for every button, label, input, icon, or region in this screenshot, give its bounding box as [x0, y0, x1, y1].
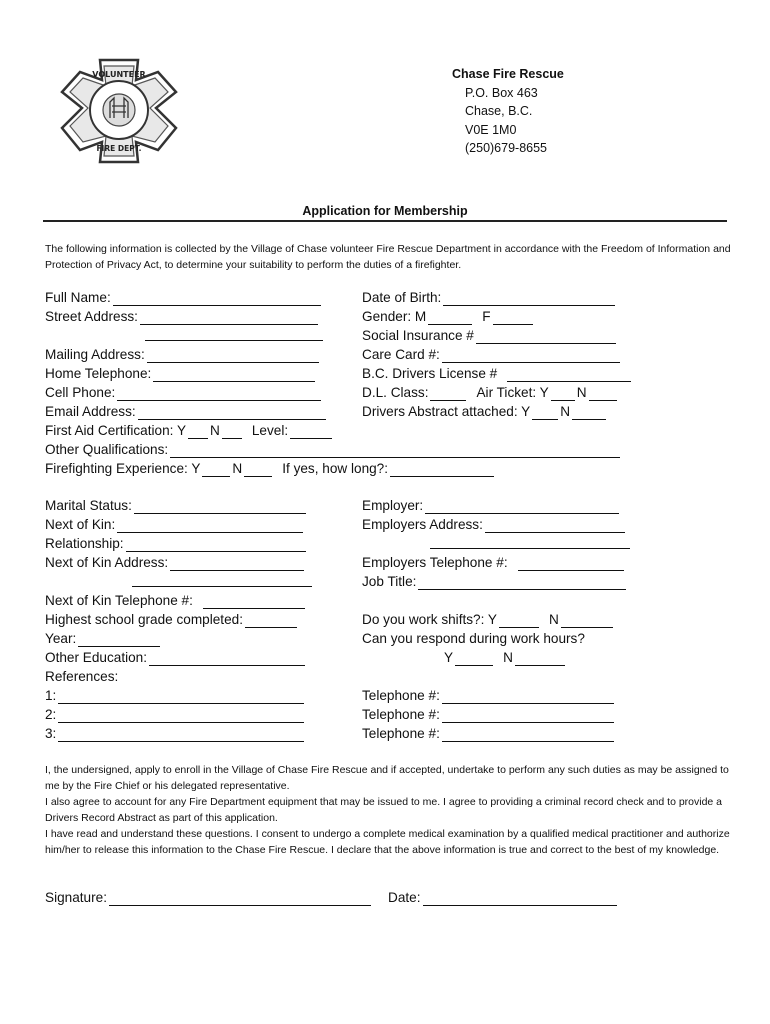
address-line: V0E 1M0	[465, 122, 517, 137]
care-card-label: Care Card #:	[362, 347, 440, 362]
respond-row	[362, 630, 585, 647]
gender-f-field[interactable]	[493, 311, 533, 325]
highest-school-label: Highest school grade completed:	[45, 612, 243, 627]
highest-school-row	[45, 611, 299, 628]
sin-field[interactable]	[476, 330, 616, 344]
dob-label: Date of Birth:	[362, 290, 442, 305]
drivers-abstract-label: Drivers Abstract attached: Y	[362, 404, 531, 419]
ref-telephone-2-field[interactable]	[442, 709, 614, 723]
firefighting-no-field[interactable]	[244, 463, 272, 477]
other-education-row	[45, 649, 307, 666]
respond-answer-row	[444, 649, 567, 666]
other-qualifications-row	[45, 441, 622, 458]
care-card-row	[362, 346, 622, 363]
gender-row	[362, 308, 535, 325]
nok-telephone-row	[45, 592, 307, 609]
relationship-row	[45, 535, 308, 552]
cell-phone-label: Cell Phone:	[45, 385, 116, 400]
sin-label: Social Insurance #	[362, 328, 474, 343]
nok-address-row	[45, 554, 306, 571]
work-shifts-row	[362, 611, 615, 628]
ref-telephone-label: Telephone #:	[362, 688, 440, 703]
other-education-label: Other Education:	[45, 650, 148, 665]
street-address-label: Street Address:	[45, 309, 138, 324]
date-label: Date:	[388, 890, 421, 905]
work-shifts-n-label: N	[549, 612, 559, 627]
home-telephone-field[interactable]	[153, 368, 315, 382]
page-title: Application for Membership	[302, 204, 468, 218]
respond-label: Can you respond during work hours?	[362, 631, 585, 646]
drivers-abstract-row	[362, 403, 608, 420]
firefighting-experience-label: Firefighting Experience: Y	[45, 461, 201, 476]
full-name-row	[45, 289, 323, 306]
air-ticket-yes-field[interactable]	[551, 387, 575, 401]
ref-telephone-row	[362, 706, 616, 723]
reference-2-field[interactable]	[58, 709, 304, 723]
first-aid-row	[45, 422, 334, 439]
how-long-label: If yes, how long?:	[282, 461, 389, 476]
ref-telephone-3-field[interactable]	[442, 728, 614, 742]
highest-school-field[interactable]	[245, 614, 297, 628]
level-label: Level:	[251, 423, 289, 438]
nok-telephone-label: Next of Kin Telephone #:	[45, 593, 193, 608]
org-name: Chase Fire Rescue	[452, 67, 564, 81]
intro-paragraph: The following information is collected by the Village of Chase volunteer Fire Rescue Department in accordance with the Freedom of Information and Protection of Privacy Act, to determine your suitability to perform the duties of a firefighter.	[45, 243, 731, 271]
other-qualifications-field[interactable]	[170, 444, 620, 458]
reference-row	[45, 706, 306, 723]
ref-telephone-label: Telephone #:	[362, 707, 440, 722]
next-of-kin-field[interactable]	[117, 519, 303, 533]
respond-no-field[interactable]	[515, 652, 565, 666]
reference-number: 1:	[45, 688, 57, 703]
reference-row	[45, 725, 306, 742]
mailing-address-field[interactable]	[147, 349, 319, 363]
ref-telephone-row	[362, 687, 616, 704]
employers-address-label: Employers Address:	[362, 517, 483, 532]
reference-1-field[interactable]	[58, 690, 304, 704]
reference-row	[45, 687, 306, 704]
first-aid-no-field[interactable]	[222, 425, 242, 439]
respond-n-label: N	[503, 650, 513, 665]
drivers-license-label: B.C. Drivers License #	[362, 366, 498, 381]
nok-address-label: Next of Kin Address:	[45, 555, 169, 570]
date-row	[388, 889, 619, 906]
nok-telephone-field[interactable]	[203, 595, 305, 609]
year-label: Year:	[45, 631, 77, 646]
next-of-kin-row	[45, 516, 305, 533]
street-address-row	[45, 308, 320, 325]
first-aid-yes-field[interactable]	[188, 425, 208, 439]
air-ticket-no-field[interactable]	[589, 387, 617, 401]
dl-class-row	[362, 384, 619, 401]
ref-telephone-row	[362, 725, 616, 742]
home-telephone-row	[45, 365, 317, 382]
work-shifts-label: Do you work shifts?: Y	[362, 612, 497, 627]
next-of-kin-label: Next of Kin:	[45, 517, 116, 532]
first-aid-n-label: N	[210, 423, 220, 438]
drivers-license-field[interactable]	[507, 368, 631, 382]
reference-number: 3:	[45, 726, 57, 741]
mailing-address-label: Mailing Address:	[45, 347, 145, 362]
job-title-row	[362, 573, 628, 590]
employers-telephone-row	[362, 554, 626, 571]
firefighting-yes-field[interactable]	[202, 463, 230, 477]
year-field[interactable]	[78, 633, 160, 647]
full-name-label: Full Name:	[45, 290, 111, 305]
address-line: Chase, B.C.	[465, 104, 533, 118]
work-shifts-yes-field[interactable]	[499, 614, 539, 628]
declaration-paragraph: I, the undersigned, apply to enroll in the Village of Chase Fire Rescue and if accepted, undertake to perform any such duties as may be assigned to me by the Fire Chief or his delegated representative.	[45, 764, 729, 792]
drivers-abstract-n-label: N	[560, 404, 571, 419]
declaration	[45, 762, 735, 858]
level-field[interactable]	[290, 425, 332, 439]
first-aid-label: First Aid Certification: Y	[45, 423, 187, 438]
employers-telephone-field[interactable]	[518, 557, 624, 571]
dob-row	[362, 289, 617, 306]
signature-row	[45, 889, 373, 906]
employer-row	[362, 497, 621, 514]
cell-phone-field[interactable]	[117, 387, 321, 401]
street-address-line2-row	[143, 327, 325, 341]
marital-status-label: Marital Status:	[45, 498, 132, 513]
address-line: (250)679-8655	[465, 141, 548, 155]
gender-m-field[interactable]	[428, 311, 472, 325]
air-ticket-label: Air Ticket: Y	[476, 385, 549, 400]
marital-status-row	[45, 497, 308, 514]
job-title-field[interactable]	[418, 576, 626, 590]
street-address-field[interactable]	[140, 311, 318, 325]
nok-address-field[interactable]	[170, 557, 304, 571]
how-long-field[interactable]	[390, 463, 494, 477]
relationship-field[interactable]	[126, 538, 306, 552]
email-field[interactable]	[138, 406, 326, 420]
employers-address-row	[362, 516, 627, 533]
dl-class-field[interactable]	[430, 387, 466, 401]
declaration-paragraph: I also agree to account for any Fire Department equipment that may be issued to me. I agree to providing a criminal record check and to provide a Drivers Record Abstract as part of this application.	[45, 796, 723, 824]
email-label: Email Address:	[45, 404, 136, 419]
mailing-address-row	[45, 346, 321, 363]
address-line: P.O. Box 463	[465, 85, 538, 100]
home-telephone-label: Home Telephone:	[45, 366, 152, 381]
full-name-field[interactable]	[113, 292, 321, 306]
nok-address-field-2[interactable]	[132, 573, 312, 587]
email-row	[45, 403, 328, 420]
respond-yes-field[interactable]	[455, 652, 493, 666]
firefighting-experience-row	[45, 460, 496, 477]
references-row	[45, 668, 118, 685]
references-label: References:	[45, 669, 119, 684]
drivers-abstract-yes-field[interactable]	[532, 406, 558, 420]
respond-y-label: Y	[444, 650, 454, 665]
street-address-field-2[interactable]	[145, 327, 323, 341]
dob-field[interactable]	[443, 292, 615, 306]
reference-number: 2:	[45, 707, 57, 722]
sin-row	[362, 327, 618, 344]
air-ticket-n-label: N	[576, 385, 587, 400]
job-title-label: Job Title:	[362, 574, 417, 589]
firefighting-n-label: N	[232, 461, 243, 476]
logo-text-bottom: FIRE DEPT.	[96, 144, 142, 153]
signature-label: Signature:	[45, 890, 107, 905]
employers-address-field-2[interactable]	[430, 535, 630, 549]
relationship-label: Relationship:	[45, 536, 124, 551]
title-divider	[43, 220, 727, 222]
logo-text-top: VOLUNTEER	[92, 70, 146, 79]
other-education-field[interactable]	[149, 652, 305, 666]
employer-field[interactable]	[425, 500, 619, 514]
nok-address-line2-row	[130, 573, 314, 587]
care-card-field[interactable]	[442, 349, 620, 363]
employer-label: Employer:	[362, 498, 424, 513]
gender-f-label: F	[482, 309, 491, 324]
signature-field[interactable]	[109, 892, 371, 906]
employers-telephone-label: Employers Telephone #:	[362, 555, 508, 570]
year-row	[45, 630, 162, 647]
volunteer-fire-dept-logo	[60, 58, 178, 164]
date-field[interactable]	[423, 892, 617, 906]
organization-address	[452, 65, 564, 158]
reference-3-field[interactable]	[58, 728, 304, 742]
ref-telephone-1-field[interactable]	[442, 690, 614, 704]
gender-label: Gender: M	[362, 309, 427, 324]
cell-phone-row	[45, 384, 323, 401]
employers-address-field[interactable]	[485, 519, 625, 533]
other-qualifications-label: Other Qualifications:	[45, 442, 169, 457]
dl-class-label: D.L. Class:	[362, 385, 429, 400]
marital-status-field[interactable]	[134, 500, 306, 514]
work-shifts-no-field[interactable]	[561, 614, 613, 628]
drivers-abstract-no-field[interactable]	[572, 406, 606, 420]
declaration-paragraph: I have read and understand these questions. I consent to undergo a complete medical examination by a qualified medical practitioner and authorize him/her to release this information to the Chase Fire Rescue. I declare that the above information is true and correct to the best of my knowledge.	[45, 828, 730, 856]
employers-address-line2-row	[428, 535, 632, 549]
ref-telephone-label: Telephone #:	[362, 726, 440, 741]
drivers-license-row	[362, 365, 633, 382]
